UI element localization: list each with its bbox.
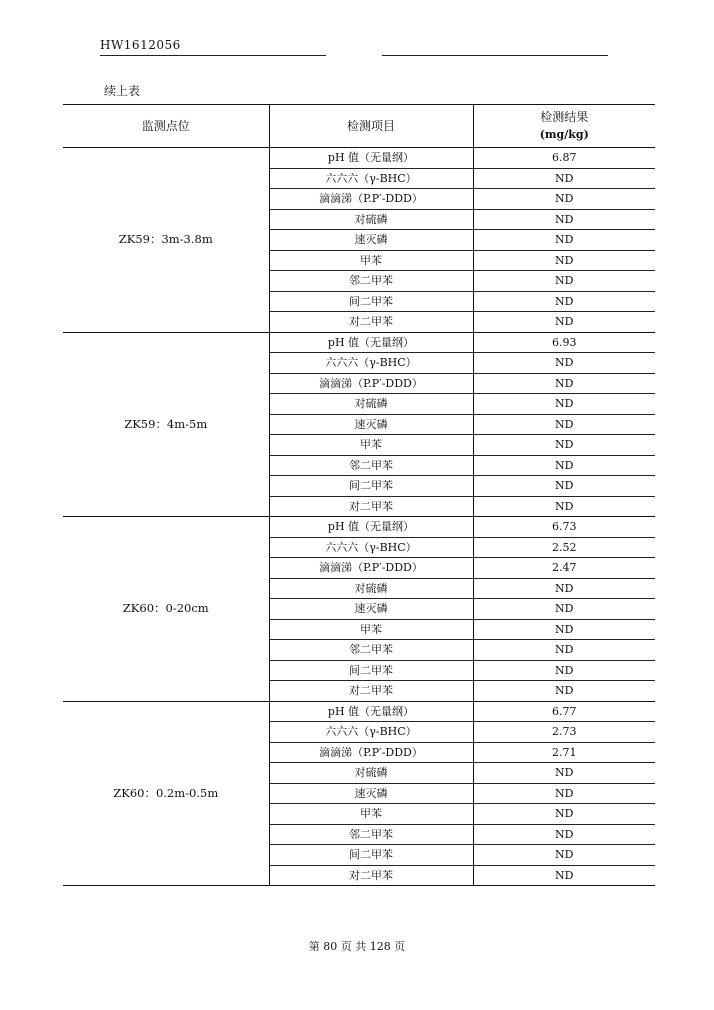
test-item: 间二甲苯 [269,660,473,681]
test-result: ND [473,476,655,497]
results-table [63,104,655,886]
test-result: ND [473,845,655,866]
test-result: ND [473,230,655,251]
test-item: 对硫磷 [269,209,473,230]
table-row [63,148,655,169]
monitoring-location: ZK59：3m-3.8m [63,148,269,333]
table-row [63,701,655,722]
test-item: 滴滴涕（P.P′-DDD） [269,742,473,763]
test-item: 邻二甲苯 [269,455,473,476]
test-result: ND [473,599,655,620]
test-result: ND [473,619,655,640]
test-item: 对二甲苯 [269,312,473,333]
test-item: pH 值（无量纲） [269,701,473,722]
test-result: ND [473,414,655,435]
test-result: ND [473,865,655,886]
test-item: 六六六（γ-BHC） [269,537,473,558]
test-item: 速灭磷 [269,230,473,251]
test-result: ND [473,291,655,312]
test-item: 间二甲苯 [269,476,473,497]
test-result: ND [473,250,655,271]
test-result: ND [473,763,655,784]
test-item: 邻二甲苯 [269,640,473,661]
test-result: 2.47 [473,558,655,579]
test-item: 六六六（γ-BHC） [269,722,473,743]
header-rule-right [382,55,608,56]
test-result: 6.77 [473,701,655,722]
test-item: 对硫磷 [269,394,473,415]
test-item: 对二甲苯 [269,681,473,702]
test-result: ND [473,209,655,230]
test-item: 甲苯 [269,435,473,456]
table-body [63,148,655,886]
test-result: ND [473,271,655,292]
table-row [63,517,655,538]
test-item: 间二甲苯 [269,845,473,866]
test-item: 对硫磷 [269,578,473,599]
test-result: ND [473,660,655,681]
column-header-result [473,105,655,148]
test-item: 速灭磷 [269,783,473,804]
test-item: 间二甲苯 [269,291,473,312]
test-result: ND [473,435,655,456]
test-item: 邻二甲苯 [269,824,473,845]
test-result: 2.73 [473,722,655,743]
test-item: 滴滴涕（P.P′-DDD） [269,189,473,210]
test-item: 速灭磷 [269,414,473,435]
test-item: 对二甲苯 [269,865,473,886]
test-result: 6.93 [473,332,655,353]
test-item: 对硫磷 [269,763,473,784]
test-result: 2.71 [473,742,655,763]
monitoring-location: ZK60：0-20cm [63,517,269,702]
test-result: ND [473,373,655,394]
test-result: ND [473,455,655,476]
test-item: 甲苯 [269,619,473,640]
test-item: pH 值（无量纲） [269,517,473,538]
test-item: pH 值（无量纲） [269,148,473,169]
test-item: 六六六（γ-BHC） [269,353,473,374]
test-item: 六六六（γ-BHC） [269,168,473,189]
column-header-location: 监测点位 [63,105,269,148]
test-item: 速灭磷 [269,599,473,620]
test-item: pH 值（无量纲） [269,332,473,353]
header-rule-left [100,55,326,56]
test-item: 滴滴涕（P.P′-DDD） [269,558,473,579]
test-result: ND [473,578,655,599]
test-result: ND [473,824,655,845]
test-item: 对二甲苯 [269,496,473,517]
test-result: ND [473,168,655,189]
test-result: ND [473,783,655,804]
test-result: ND [473,353,655,374]
test-result: 6.87 [473,148,655,169]
test-result: 2.52 [473,537,655,558]
test-item: 邻二甲苯 [269,271,473,292]
table-row [63,332,655,353]
page-number: 第 80 页 共 128 页 [308,940,406,953]
test-result: ND [473,312,655,333]
test-item: 甲苯 [269,250,473,271]
test-result: ND [473,189,655,210]
page-header [100,38,610,58]
monitoring-location: ZK60：0.2m-0.5m [63,701,269,886]
document-id: HW1612056 [100,38,181,52]
test-item: 甲苯 [269,804,473,825]
column-header-result-label: 检测结果 [540,110,589,124]
test-item: 滴滴涕（P.P′-DDD） [269,373,473,394]
test-result: ND [473,640,655,661]
column-header-item: 检测项目 [269,105,473,148]
test-result: ND [473,394,655,415]
test-result: ND [473,496,655,517]
test-result: ND [473,681,655,702]
test-result: 6.73 [473,517,655,538]
continued-table-label: 续上表 [104,84,141,98]
monitoring-location: ZK59：4m-5m [63,332,269,517]
test-result: ND [473,804,655,825]
column-header-result-unit: (mg/kg) [539,128,589,141]
table-header-row [63,105,655,148]
